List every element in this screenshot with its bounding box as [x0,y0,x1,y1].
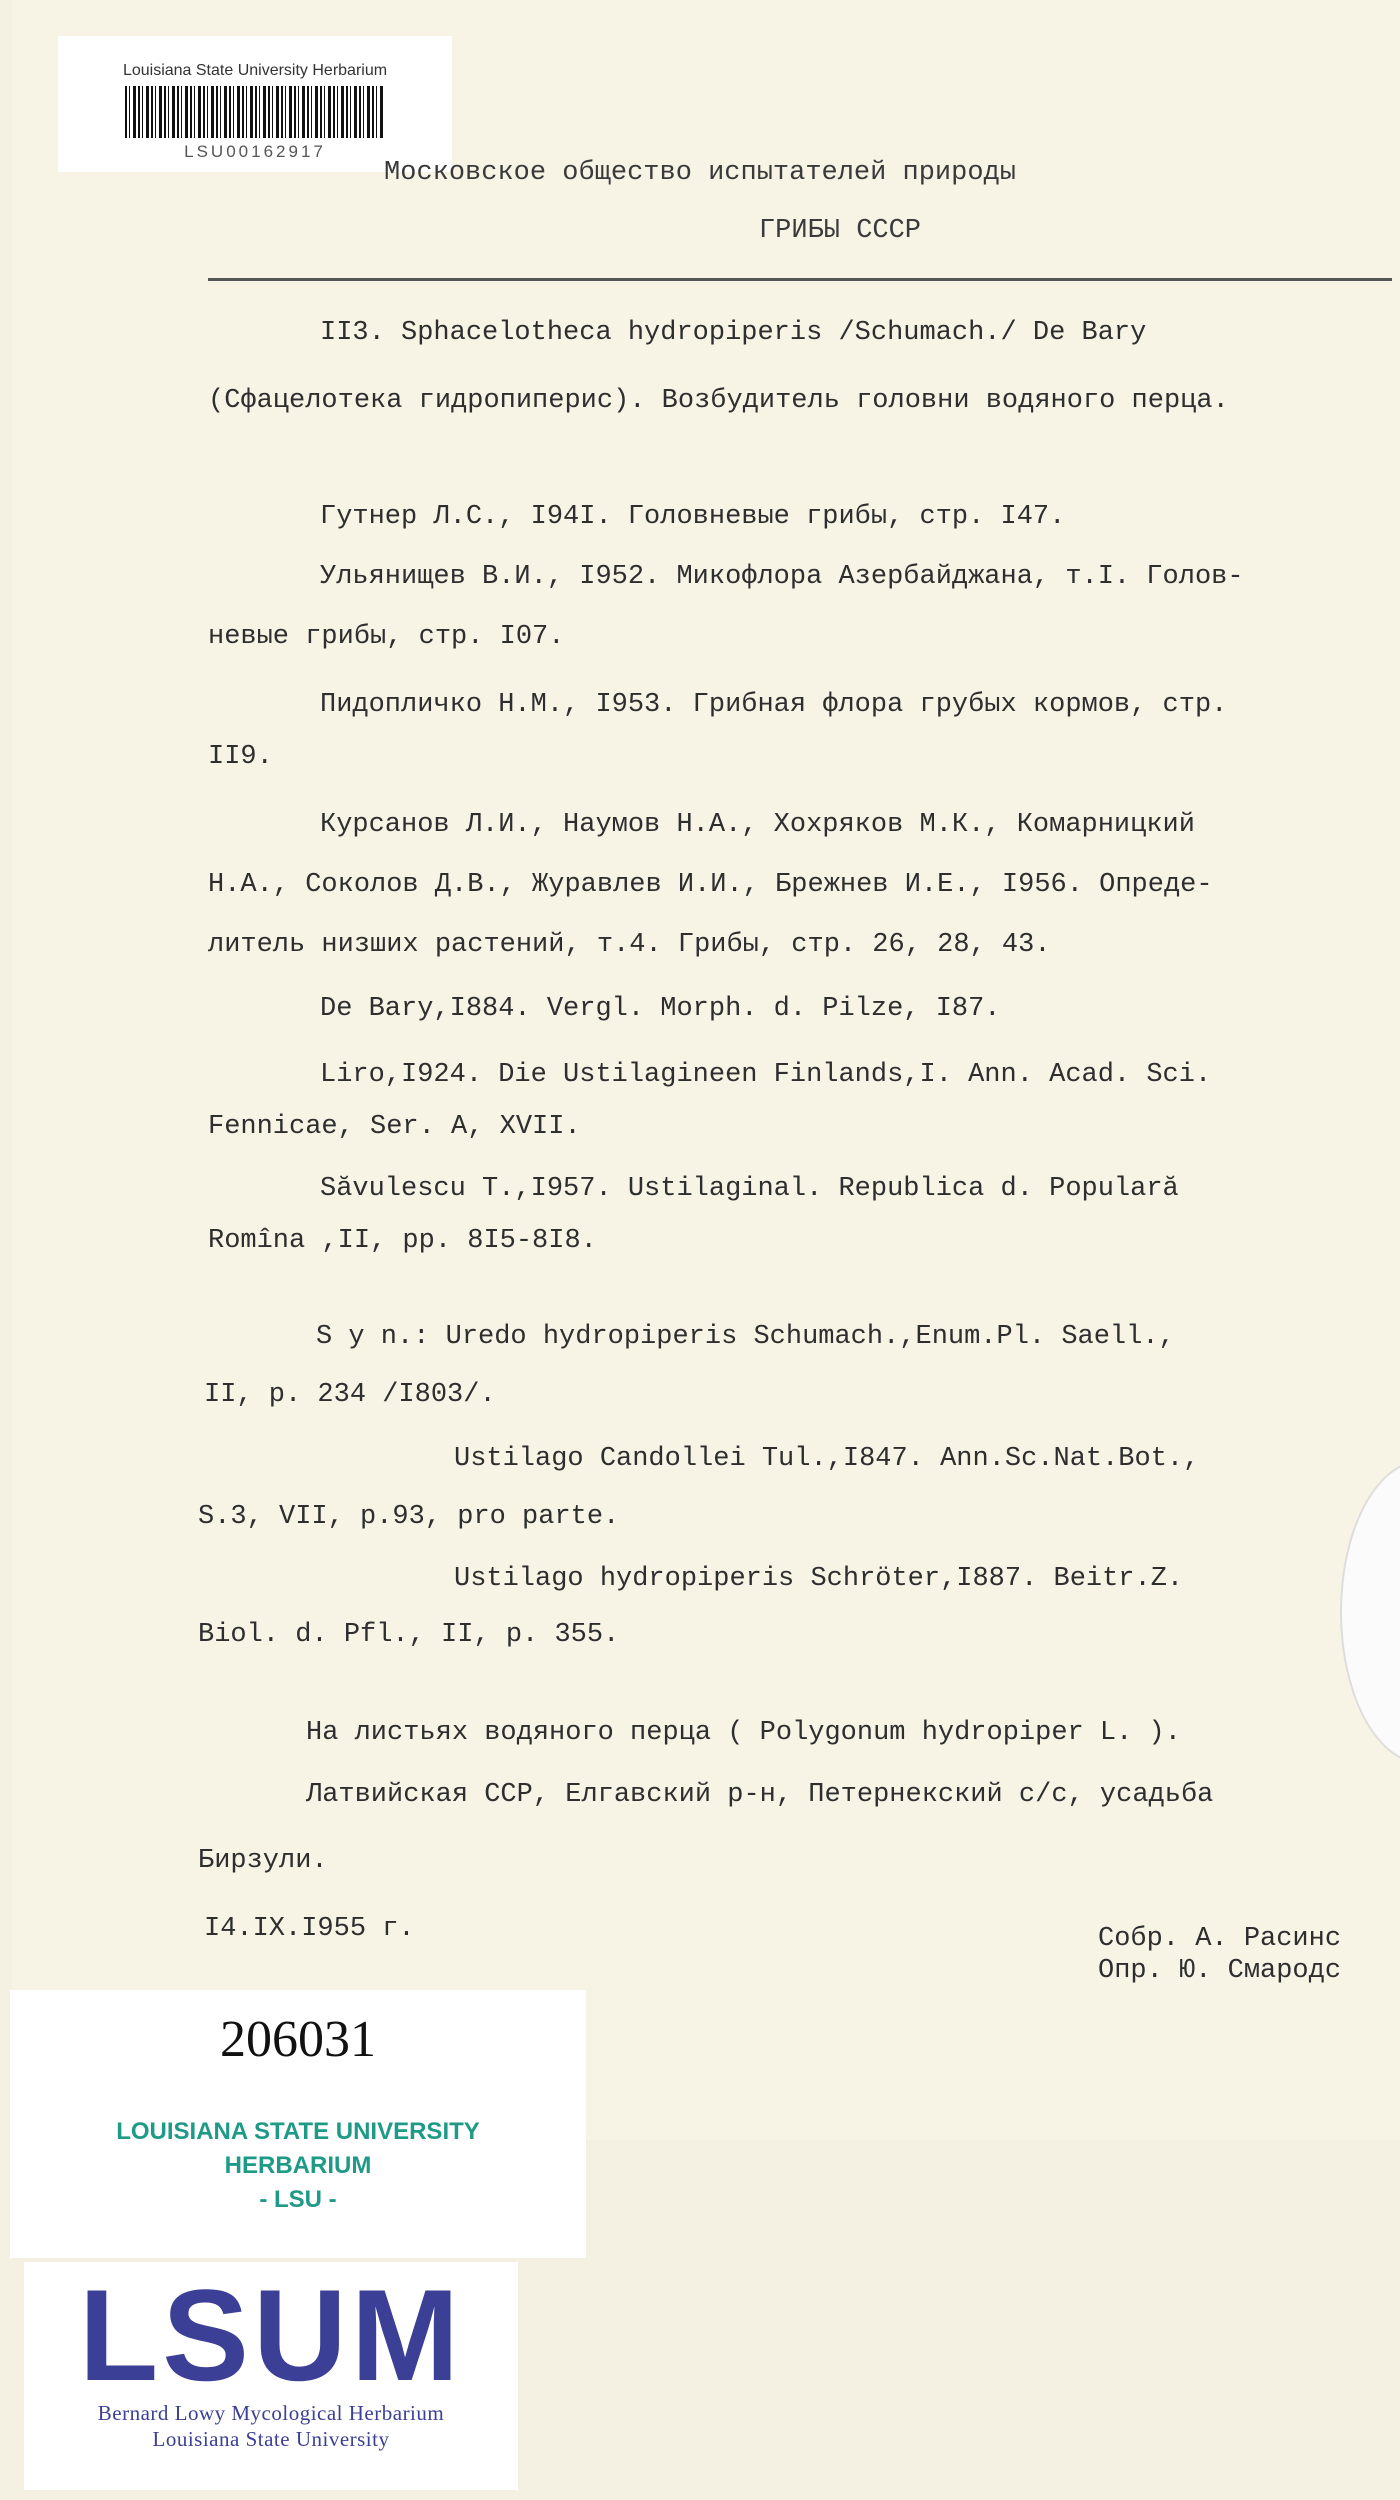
text-line: невые грибы, стр. I07. [208,622,565,652]
text-line: Săvulescu T.,I957. Ustilaginal. Republica d. Populară [320,1174,1179,1204]
stamp-line: - LSU - [259,2186,337,2213]
text-line: Ustilago hydropiperis Schröter,I887. Beitr.Z. [454,1564,1184,1594]
lsum-logo-label [24,2262,518,2490]
text-line: Латвийская ССР, Елгавский р-н, Петернекский с/с, усадьба [306,1780,1214,1810]
text-line: S.3, VII, p.93, pro parte. [198,1502,620,1532]
stamp-line: LOUISIANA STATE UNIVERSITY [116,2118,480,2145]
text-line: Ульянищев В.И., I952. Микофлора Азербайджана, т.I. Голов- [320,562,1244,592]
barcode-label [58,36,452,172]
accession-label [10,1990,586,2258]
lsum-logo: LSUM [78,2262,464,2408]
accession-number: 206031 [220,2011,376,2068]
text-line: Курсанов Л.И., Наумов Н.А., Хохряков М.К., Комарницкий [320,810,1195,840]
logo-subtitle: Louisiana State University [152,2427,390,2451]
text-line: S y n.: Uredo hydropiperis Schumach.,Enum.Pl. Saell., [316,1322,1175,1352]
text-line: (Сфацелотека гидропиперис). Возбудитель головни водяного перца. [208,386,1229,416]
text-line: На листьях водяного перца ( Polygonum hydropiper L. ). [306,1718,1181,1748]
herbarium-stamp [10,2115,586,2217]
text-line: Fennicae, Ser. A, XVII. [208,1112,581,1142]
text-line: Н.А., Соколов Д.В., Журавлев И.И., Брежнев И.Е., I956. Опреде- [208,870,1213,900]
text-line: II, p. 234 /I803/. [204,1380,496,1410]
text-line: Ustilago Candollei Tul.,I847. Ann.Sc.Nat.Bot., [454,1444,1200,1474]
barcode-bars [125,86,385,138]
text-line: II3. Sphacelotheca hydropiperis /Schumach./ De Bary [320,318,1147,348]
text-line: Romîna ,II, pp. 8I5-8I8. [208,1226,597,1256]
text-line: De Bary,I884. Vergl. Morph. d. Pilze, I87. [320,994,1001,1024]
text-line: Бирзули. [198,1846,328,1876]
text-line: II9. [208,742,273,772]
text-line: Гутнер Л.С., I94I. Головневые грибы, стр. I47. [320,502,1066,532]
text-line: литель низших растений, т.4. Грибы, стр. 26, 28, 43. [208,930,1051,960]
text-line: Пидопличко Н.М., I953. Грибная флора грубых кормов, стр. [320,690,1228,720]
logo-subtitle: Bernard Lowy Mycological Herbarium [97,2401,445,2425]
stamp-line: HERBARIUM [224,2152,372,2179]
text-line: Biol. d. Pfl., II, p. 355. [198,1620,620,1650]
barcode-number: LSU00162917 [184,142,326,161]
barcode-institution: Louisiana State University Herbarium [122,62,388,79]
text-line: Liro,I924. Die Ustilagineen Finlands,I. Ann. Acad. Sci. [320,1060,1212,1090]
collection-date: I4.IX.I955 г. [204,1914,415,1944]
header-rule [208,278,1392,281]
collector: Собр. А. Расинс [1098,1924,1342,1954]
determiner: Опр. Ю. Смародс [1098,1956,1342,1986]
society-title: Московское общество испытателей природы [384,158,1016,188]
series-title: ГРИБЫ СССР [758,216,922,246]
